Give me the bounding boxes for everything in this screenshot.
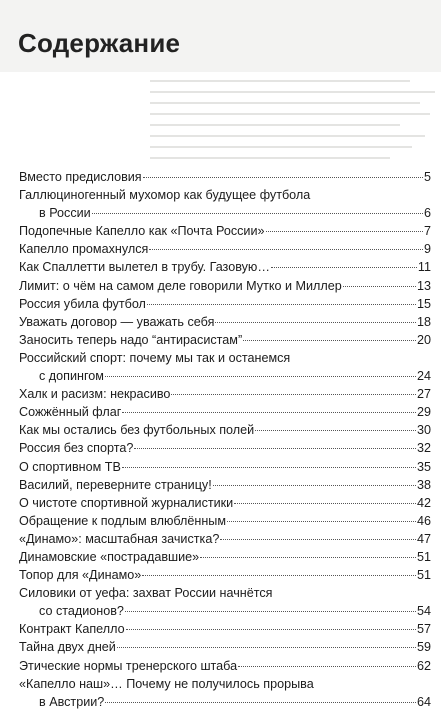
toc-page-number: 27 <box>416 387 431 402</box>
toc-page-number: 51 <box>416 549 431 564</box>
toc-entry-line <box>19 168 431 186</box>
toc-entry[interactable] <box>19 186 431 222</box>
toc-entry-title: Контракт Капелло <box>19 622 125 637</box>
toc-page-number: 51 <box>416 568 431 583</box>
dot-leader <box>271 267 417 268</box>
toc-entry[interactable] <box>19 222 431 240</box>
toc-entry[interactable] <box>19 277 431 295</box>
toc-entry[interactable] <box>19 349 431 385</box>
dot-leader <box>215 322 416 323</box>
dot-leader <box>227 521 416 522</box>
dot-leader <box>147 304 416 305</box>
toc-entry[interactable] <box>19 331 431 349</box>
toc-entry-line <box>19 295 431 313</box>
toc-entry[interactable] <box>19 258 431 276</box>
toc-entry-title: Россия убила футбол <box>19 296 146 311</box>
toc-entry[interactable] <box>19 584 431 620</box>
toc-entry-title: Топор для «Динамо» <box>19 568 142 583</box>
toc-entry-title: «Капелло наш»… Почему не получилось прорыва <box>19 676 314 691</box>
dot-leader <box>149 249 423 250</box>
table-of-contents <box>19 168 431 711</box>
toc-entry[interactable] <box>19 494 431 512</box>
toc-entry-line <box>19 693 431 711</box>
dot-leader <box>234 503 416 504</box>
dot-leader <box>125 611 416 612</box>
toc-page-number: 54 <box>416 604 431 619</box>
toc-page-number: 62 <box>416 658 431 673</box>
toc-entry-line <box>19 458 431 476</box>
toc-page-number: 35 <box>416 459 431 474</box>
page-title: Содержание <box>18 28 181 59</box>
dot-leader <box>243 340 416 341</box>
toc-entry-line <box>19 494 431 512</box>
toc-entry-title: Халк и расизм: некрасиво <box>19 387 171 402</box>
dot-leader <box>143 177 423 178</box>
toc-entry-line <box>19 602 431 620</box>
toc-entry-title: Вместо предисловия <box>19 170 142 184</box>
toc-entry[interactable] <box>19 421 431 439</box>
toc-entry-title: с допингом <box>39 369 104 384</box>
toc-entry-line <box>19 240 431 258</box>
toc-page-number: 47 <box>416 531 431 546</box>
toc-entry[interactable] <box>19 439 431 457</box>
dot-leader <box>92 213 423 214</box>
toc-entry-line <box>19 675 431 693</box>
toc-entry[interactable] <box>19 675 431 711</box>
dot-leader <box>122 467 416 468</box>
toc-entry-title: Динамовские «пострадавшие» <box>19 549 200 564</box>
toc-entry[interactable] <box>19 638 431 656</box>
toc-entry-line <box>19 349 431 367</box>
toc-page-number: 59 <box>416 640 431 655</box>
toc-entry[interactable] <box>19 385 431 403</box>
toc-page-number: 18 <box>416 314 431 329</box>
dot-leader <box>126 629 416 630</box>
dot-leader <box>200 557 416 558</box>
toc-page-number: 5 <box>423 170 431 184</box>
toc-entry-line <box>19 620 431 638</box>
toc-entry-line <box>19 439 431 457</box>
toc-entry[interactable] <box>19 458 431 476</box>
toc-entry-line <box>19 476 431 494</box>
dot-leader <box>117 647 416 648</box>
toc-page-number: 24 <box>416 369 431 384</box>
toc-entry-title: Подопечные Капелло как «Почта России» <box>19 224 265 239</box>
bleed-through-text <box>0 0 441 168</box>
toc-entry-line <box>19 566 431 584</box>
dot-leader <box>220 539 416 540</box>
toc-entry-title: Как мы остались без футбольных полей <box>19 423 255 438</box>
toc-entry[interactable] <box>19 530 431 548</box>
toc-entry-title: Лимит: о чём на самом деле говорили Мутко и Миллер <box>19 278 342 293</box>
bleed-through-lines <box>150 80 440 168</box>
toc-page-number: 32 <box>416 441 431 456</box>
toc-entry-line <box>19 331 431 349</box>
dot-leader <box>266 231 423 232</box>
toc-entry-title: Россия без спорта? <box>19 441 134 456</box>
toc-entry-title: Силовики от уефа: захват России начнётся <box>19 586 273 601</box>
toc-entry-title: Этические нормы тренерского штаба <box>19 658 238 673</box>
toc-page-number: 29 <box>416 405 431 420</box>
toc-entry-line <box>19 638 431 656</box>
toc-page-number: 13 <box>416 278 431 293</box>
toc-entry[interactable] <box>19 240 431 258</box>
toc-page-number: 9 <box>423 242 431 257</box>
toc-entry-title: «Динамо»: масштабная зачистка? <box>19 531 220 546</box>
toc-entry-title: со стадионов? <box>39 604 124 619</box>
toc-page-number: 64 <box>416 694 431 709</box>
dot-leader <box>213 485 416 486</box>
dot-leader <box>255 430 416 431</box>
toc-entry-title: Заносить теперь надо “антирасистам” <box>19 332 243 347</box>
dot-leader <box>122 412 416 413</box>
toc-entry-title: Российский спорт: почему мы так и останемся <box>19 350 291 365</box>
toc-page-number: 57 <box>416 622 431 637</box>
toc-entry[interactable] <box>19 476 431 494</box>
dot-leader <box>171 394 416 395</box>
toc-entry[interactable] <box>19 566 431 584</box>
toc-entry-title: Уважать договор — уважать себя <box>19 314 215 329</box>
dot-leader <box>105 376 416 377</box>
toc-entry-title: Капелло промахнулся <box>19 242 149 257</box>
toc-entry-line <box>19 403 431 421</box>
dot-leader <box>142 575 416 576</box>
dot-leader <box>238 666 416 667</box>
toc-entry-title: Василий, переверните страницу! <box>19 477 212 492</box>
toc-entry-line <box>19 313 431 331</box>
toc-entry-line <box>19 512 431 530</box>
toc-entry-line <box>19 204 431 222</box>
toc-entry-line <box>19 222 431 240</box>
toc-entry-line <box>19 277 431 295</box>
toc-entry-line <box>19 258 431 276</box>
dot-leader <box>343 286 416 287</box>
toc-entry-line <box>19 186 431 204</box>
toc-entry-title: Как Спаллетти вылетел в трубу. Газовую… <box>19 260 270 275</box>
toc-entry-line <box>19 548 431 566</box>
toc-entry-title: Галлюциногенный мухомор как будущее футбола <box>19 188 311 203</box>
toc-page-number: 6 <box>423 206 431 221</box>
toc-page-number: 15 <box>416 296 431 311</box>
toc-page-number: 42 <box>416 495 431 510</box>
dot-leader <box>105 702 416 703</box>
toc-page-number: 11 <box>417 260 431 275</box>
toc-entry-line <box>19 657 431 675</box>
toc-entry[interactable] <box>19 657 431 675</box>
toc-entry[interactable] <box>19 295 431 313</box>
toc-entry-line <box>19 421 431 439</box>
toc-page-number: 20 <box>416 332 431 347</box>
toc-entry[interactable] <box>19 548 431 566</box>
toc-entry-line <box>19 385 431 403</box>
toc-entry-line <box>19 367 431 385</box>
toc-entry-title: О спортивном ТВ <box>19 459 121 474</box>
toc-entry[interactable] <box>19 403 431 421</box>
toc-entry-title: в Австрии? <box>39 694 105 709</box>
toc-page-number: 46 <box>416 513 431 528</box>
dot-leader <box>134 448 416 449</box>
toc-entry[interactable] <box>19 168 431 186</box>
toc-entry-title: Тайна двух дней <box>19 640 116 655</box>
toc-entry-title: Обращение к подлым влюблённым <box>19 513 227 528</box>
toc-entry-line <box>19 530 431 548</box>
toc-entry-title: в России <box>39 206 91 221</box>
toc-page-number: 38 <box>416 477 431 492</box>
toc-entry[interactable] <box>19 313 431 331</box>
toc-page-number: 30 <box>416 423 431 438</box>
toc-entry-title: Сожжённый флаг <box>19 405 122 420</box>
toc-entry[interactable] <box>19 512 431 530</box>
toc-page-number: 7 <box>423 224 431 239</box>
toc-entry-title: О чистоте спортивной журналистики <box>19 495 234 510</box>
toc-entry[interactable] <box>19 620 431 638</box>
toc-entry-line <box>19 584 431 602</box>
